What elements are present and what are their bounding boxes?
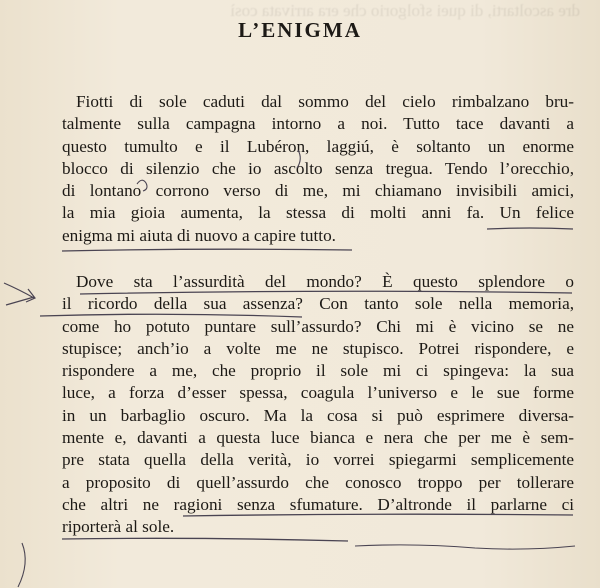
text-line: a proposito di quell’assurdo che conosco troppo per tollerare <box>62 472 574 492</box>
paragraph-1 <box>62 91 574 247</box>
text-line: rispondere a me, che proprio il sole mi ci spingeva: la sua <box>62 361 574 381</box>
text-line: il ricordo della sua assenza? Con tanto sole nella memoria, <box>62 294 574 314</box>
margin-arrow <box>4 283 35 305</box>
text-line: che altri ne ragioni senza sfumature. D’altronde il parlarne ci <box>62 494 574 514</box>
bleed-through-text: dre ascoltarti, di quei sfolgorio che era arrivata così <box>230 1 580 20</box>
text-line: mente e, davanti a questa luce bianca e nera che per me è sem- <box>62 428 574 448</box>
text-line: di lontano corrono verso di me, mi chiamano invisibili amici, <box>62 181 574 201</box>
text-line: talmente sulla campagna intorno a noi. Tutto tace davanti a <box>62 114 574 134</box>
text-line: Dove sta l’assurdità del mondo? È questo splendore o <box>76 272 574 291</box>
text-line: enigma mi aiuta di nuovo a capire tutto. <box>62 225 336 245</box>
text-line: riporterà al sole. <box>62 517 175 537</box>
text-line: Fiotti di sole caduti dal sommo del cielo rimbalzano bru- <box>76 92 574 111</box>
paragraph-2 <box>62 271 574 539</box>
underline-daltronde <box>355 545 575 549</box>
margin-line-bottom <box>18 543 25 587</box>
text-line: questo tumulto e il Lubéron, laggiú, è soltanto un enorme <box>62 136 574 156</box>
text-line: la mia gioia aumenta, la stessa di molti anni fa. Un felice <box>62 203 574 223</box>
text-line: stupisce; anch’io a volte me ne stupisco. Potrei rispondere, e <box>62 338 574 358</box>
text-line: come ho potuto puntare sull’assurdo? Chi mi è vicino se ne <box>62 316 574 336</box>
text-line: in un barbaglio oscuro. Ma la cosa si può esprimere diversa- <box>62 405 574 425</box>
chapter-title: L’ENIGMA <box>238 18 362 42</box>
underline-enigma <box>62 249 352 251</box>
text-line: pre stata quella della verità, io vorrei spiegarmi semplicemente <box>62 450 574 470</box>
underline-che-altri <box>62 538 348 541</box>
text-line: luce, a forza d’esser spessa, coagula l’universo e le sue forme <box>62 383 574 403</box>
text-line: blocco di silenzio che io ascolto senza tregua. Tendo l’orecchio, <box>62 158 574 178</box>
